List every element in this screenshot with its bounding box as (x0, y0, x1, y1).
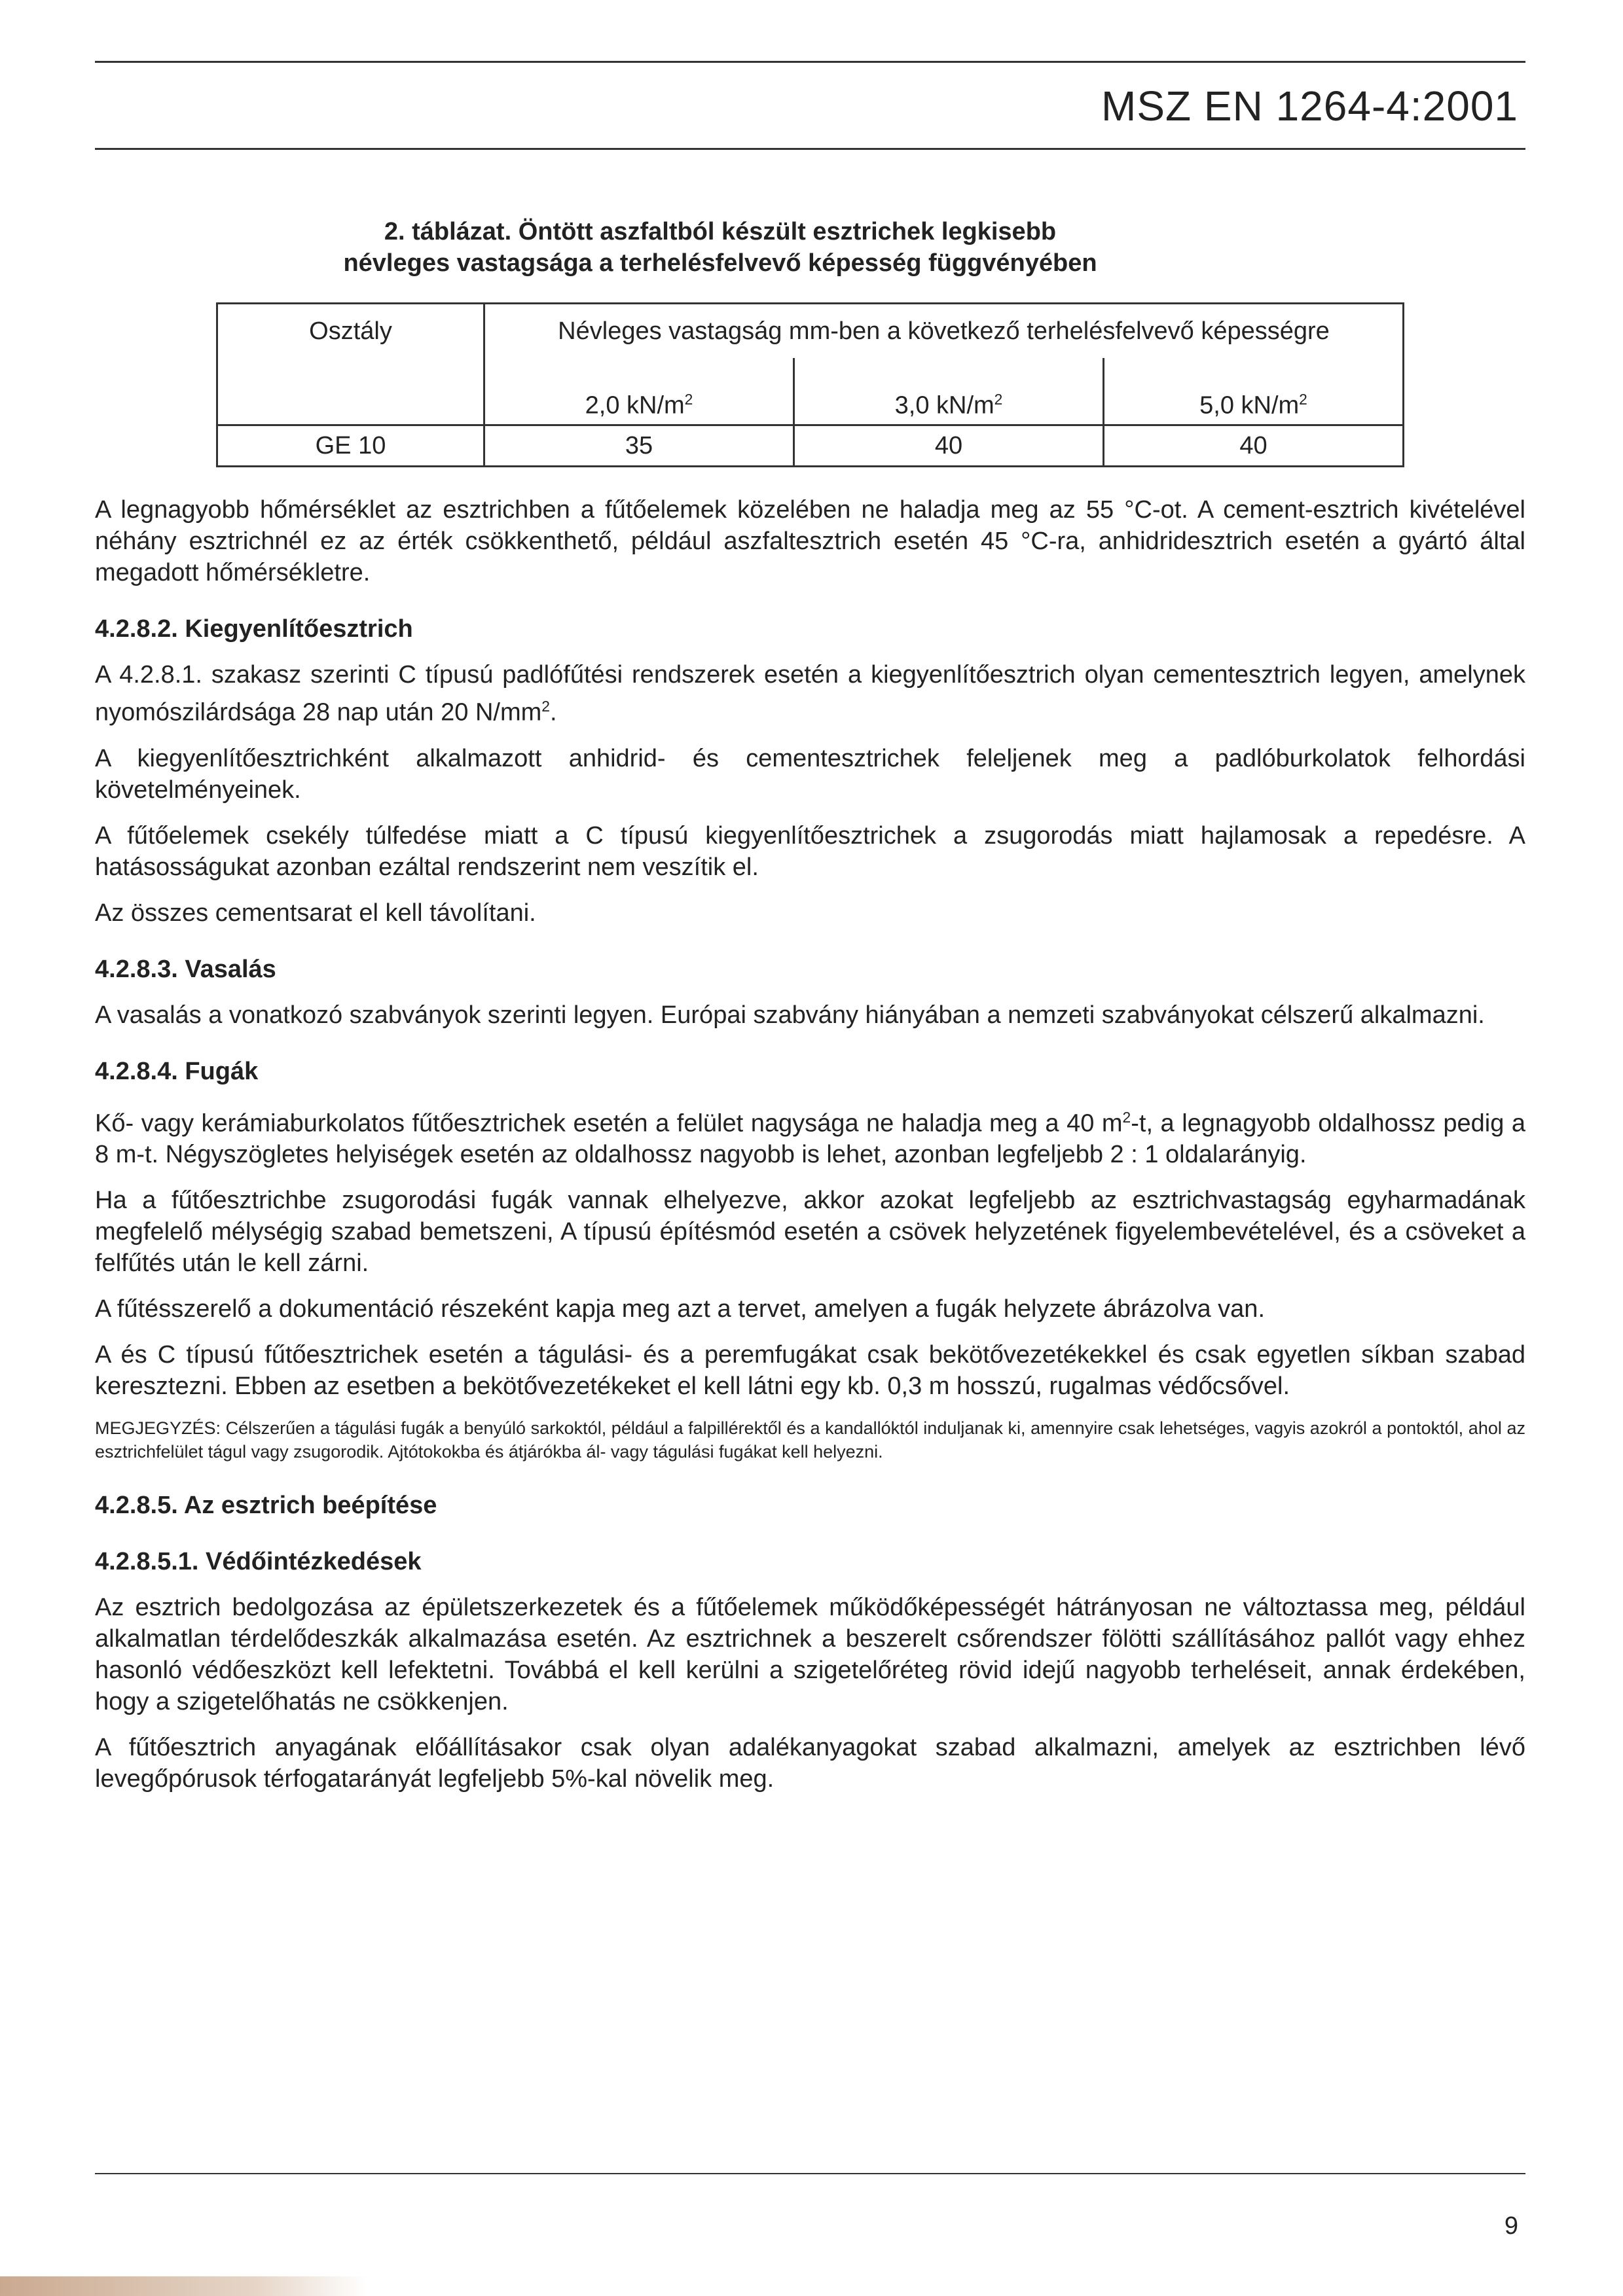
thickness-table (216, 302, 1404, 467)
paragraph: A fűtőelemek csekély túlfedése miatt a C típusú kiegyenlítőesztrichek a zsugorodás miatt hajlamosak a repedésre. A hatásosságukat azonban ezáltal rendszerint nem veszítik el. (95, 821, 1525, 881)
header-class: Osztály (217, 304, 484, 359)
paragraph: Kő- vagy kerámiaburkolatos fűtőesztrichek esetén a felület nagysága ne haladja meg a 40 $m^2-t$, a legnagyobb oldalhossz pedig a 8 m-t. Négyszögletes helyiségek esetén az oldalhossz nagyobb is lehet, azonban legfeljebb 2 : 1 oldalarányig. (95, 1108, 1526, 1169)
section-heading: 4.2.8.5. Az esztrich beépítése (95, 1492, 437, 1520)
subsection-heading: 4.2.8.5.1. Védőintézkedések (95, 1548, 422, 1576)
paragraph: A és C típusú fűtőesztrichek esetén a tágulási- és a peremfugákat csak bekötővezetékekkel és csak egyetlen síkban szabad keresztezni. Ebben az esetben a bekötővezetékeket el kell látni egy kb. 0,3 m hosszú, rugalmas védőcsővel. (95, 1341, 1525, 1401)
paragraph: A legnagyobb hőmérséklet az esztrichben a fűtőelemek közelében ne haladja meg az 55 °C-ot. A cement-esztrich kivételével néhány esztrichnél ez az érték csökkenthető, például aszfaltesztrich esetén 45 °C-ra, anhidridesztrich esetén a gyártó által megadott hőmérsékletre. (95, 496, 1525, 586)
header-bottom-rule (95, 148, 1525, 150)
load-capacity-1: 2,0 $kN/m^2$ (484, 358, 794, 425)
section-heading: 4.2.8.4. Fugák (95, 1057, 259, 1085)
load-capacity-2: 3,0 $kN/m^2$ (794, 358, 1104, 425)
section-heading: 4.2.8.2. Kiegyenlítőesztrich (95, 615, 413, 643)
header-class-spacer (217, 358, 484, 425)
value-cell: 40 (1104, 425, 1404, 467)
table-caption-line-2: névleges vastagsága a terhelésfelvevő képesség függvényében (343, 249, 1097, 277)
class-cell: GE 10 (217, 425, 484, 467)
section-heading: 4.2.8.3. Vasalás (95, 955, 276, 983)
table-caption (327, 216, 1113, 279)
table-row (217, 425, 1404, 467)
scan-edge-artifact (0, 2276, 367, 2296)
header-thickness: Névleges vastagság mm-ben a következő terhelésfelvevő képességre (484, 304, 1404, 359)
value-cell: 40 (794, 425, 1104, 467)
value-cell: 35 (484, 425, 794, 467)
page-number: 9 (1504, 2212, 1518, 2240)
table-caption-line-1: 2. táblázat. Öntött aszfaltból készült esztrichek legkisebb (384, 218, 1057, 245)
standard-code: MSZ EN 1264-4:2001 (1101, 82, 1518, 130)
note: MEGJEGYZÉS: Célszerűen a tágulási fugák a benyúló sarkoktól, például a falpillérektől és a kandallóktól induljanak ki, amennyire csak lehetséges, vagyis azokról a pontoktól, ahol az esztrichfelület tágul vagy zsugorodik. Ajtótokokba és átjárókba ál- vagy tágulási fugákat kell helyezni. (95, 1418, 1525, 1462)
paragraph: A kiegyenlítőesztrichként alkalmazott anhidrid- és cementesztrichek feleljenek meg a padlóburkolatok felhordási követelményeinek. (95, 744, 1525, 804)
load-capacity-3: 5,0 $kN/m^2$ (1104, 358, 1404, 425)
paragraph: A fűtésszerelő a dokumentáció részeként kapja meg azt a tervet, amelyen a fugák helyzete ábrázolva van. (95, 1295, 1266, 1323)
paragraph: Az esztrich bedolgozása az épületszerkezetek és a fűtőelemek működőképességét hátrányosan ne változtassa meg, például alkalmatlan térdelődeszkák alkalmazása esetén. Az esztrichnek a beszerelt csőrendszer fölötti szállításához pallót vagy ehhez hasonló védőeszközt kell lefektetni. Továbbá el kell kerülni a szigetelőréteg rövid idejű nagyobb terheléseit, annak érdekében, hogy a szigetelőhatás ne csökkenjen. (95, 1594, 1525, 1716)
paragraph: Ha a fűtőesztrichbe zsugorodási fugák vannak elhelyezve, akkor azokat legfeljebb az esztrichvastagság egyharmadának megfelelő mélységig szabad bemetszeni, A típusú építésmód esetén a csövek helyzetének figyelembevételével, és a csöveket a felfűtés után le kell zárni. (95, 1187, 1525, 1278)
footer-rule (95, 2173, 1525, 2174)
document-body (95, 494, 1525, 1809)
paragraph: A vasalás a vonatkozó szabványok szerinti legyen. Európai szabvány hiányában a nemzeti szabványokat célszerű alkalmazni. (95, 1001, 1485, 1029)
paragraph: Az összes cementsarat el kell távolítani. (95, 899, 536, 927)
header-top-rule (95, 61, 1525, 63)
paragraph: A fűtőesztrich anyagának előállításakor csak olyan adalékanyagokat szabad alkalmazni, amelyek az esztrichben lévő levegőpórusok térfogatarányát legfeljebb 5%-kal növelik meg. (95, 1734, 1525, 1793)
paragraph: A 4.2.8.1. szakasz szerinti C típusú padlófűtési rendszerek esetén a kiegyenlítőesztrich olyan cementesztrich legyen, amelynek nyomószilárdsága 28 nap után 20 $N/mm^2$. (95, 661, 1525, 726)
